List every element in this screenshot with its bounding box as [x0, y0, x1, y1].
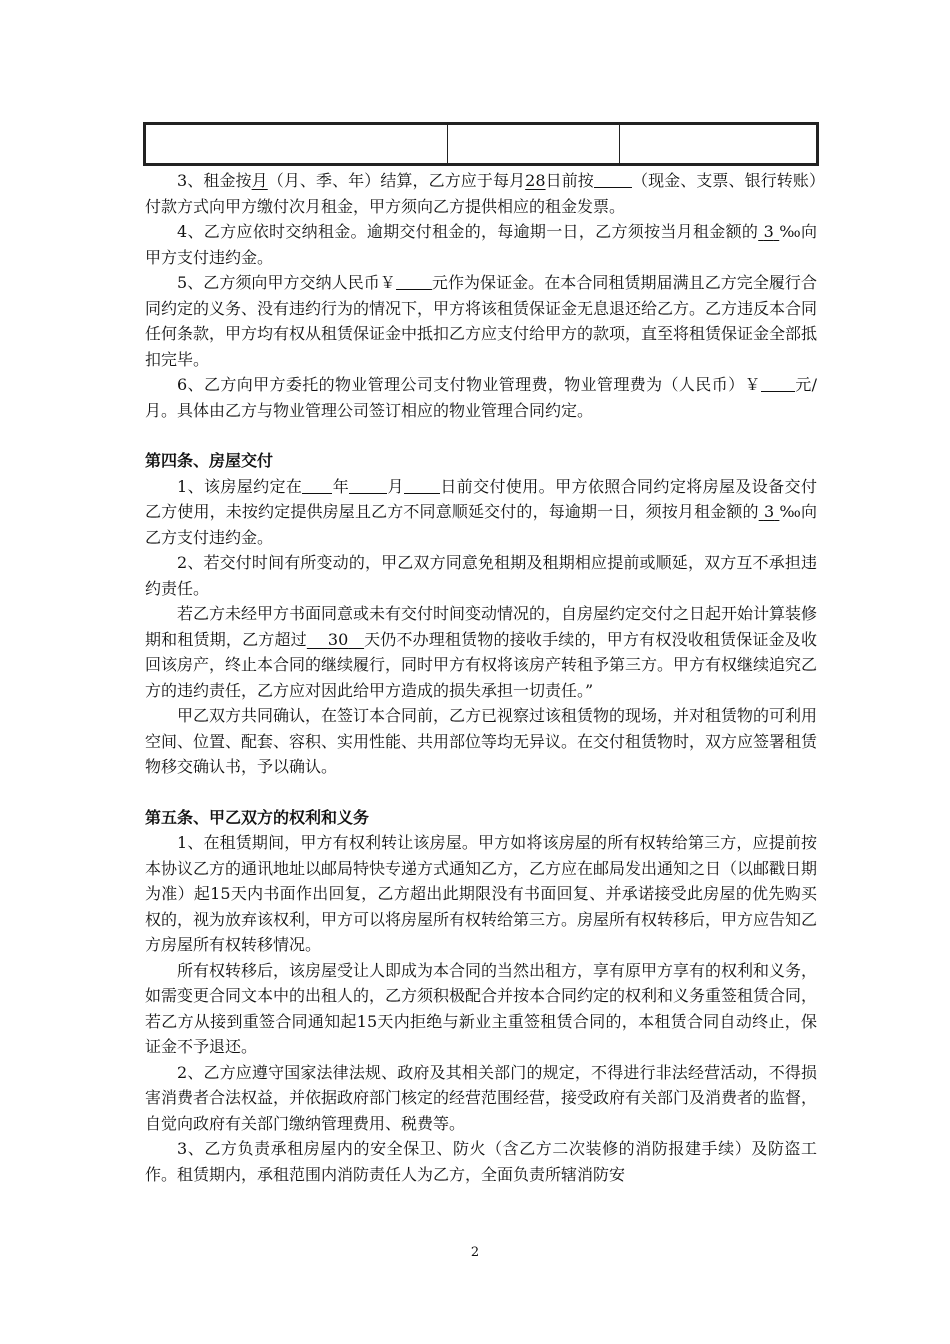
blank-line: [349, 475, 387, 494]
blank-line: [396, 271, 432, 290]
table-cell: [146, 125, 448, 163]
section-5-para-1: 1、在租赁期间，甲方有权利转让该房屋。甲方如将该房屋的所有权转给第三方，应提前按本协议乙方的通讯地址以邮局特快专递方式通知乙方，乙方应在邮局发出通知之日（以邮戳日期为准）起15天内书面作出回复，乙方超出此期限没有书面回复、并承诺接受此房屋的优先购买权的，视为放弃该权利，甲方可以将房屋所有权转给第三方。房屋所有权转移后，甲方应告知乙方房屋所有权转移情况。: [145, 833, 818, 954]
blank-line: [302, 475, 332, 494]
section-4-para-2: 2、若交付时间有所变动的，甲乙双方同意免租期及租期相应提前或顺延，双方互不承担违约责任。: [145, 553, 817, 598]
blank-line: [594, 169, 632, 188]
table-cell: [620, 125, 816, 163]
section-5-para-2: 所有权转移后，该房屋受让人即成为本合同的当然出租方，享有原甲方享有的权利和义务，如需变更合同文本中的出租人的，乙方须积极配合并按本合同约定的权利和义务重签租赁合同，若乙方从接到重签合同通知起15天内拒绝与新业主重签租赁合同的，本租赁合同自动终止，保证金不予退还。: [145, 960, 818, 1056]
section-4-para-1: 1、该房屋约定在 年 月 日前交付使用。甲方依照合同约定将房屋及设备交付乙方使用，未按约定提供房屋且乙方不同意顺延交付的，每逾期一日，须按月租金额的 3 ‰向乙方支付违约金。: [145, 476, 817, 547]
blank-line: [404, 475, 440, 494]
section-4-para-3: 若乙方未经甲方书面同意或未有交付时间变动情况的，自房屋约定交付之日起开始计算装修期和租赁期，乙方超过 30 天仍不办理租赁物的接收手续的，甲方有权没收租赁保证金及收回该房产，终止本合同的继续履行，同时甲方有权将该房产转租予第三方。甲方有权继续追究乙方的违约责任，乙方应对因此给甲方造成的损失承担一切责任。”: [145, 604, 818, 700]
document-body: [145, 168, 817, 1187]
blank-line: [761, 373, 795, 392]
section-4-para-4: 甲乙双方共同确认，在签订本合同前，乙方已视察过该租赁物的现场，并对租赁物的可利用空间、位置、配套、容积、实用性能、共用部位等均无异议。在交付租赁物时，双方应签署租赁物移交确认书，予以确认。: [145, 706, 818, 776]
section-5-title: 第五条、甲乙双方的权利和义务: [145, 807, 370, 827]
page-number: 2: [470, 1245, 480, 1260]
section-4-title: 第四条、房屋交付: [145, 451, 274, 470]
clause-3-3: 3、租金按月（月、季、年）结算，乙方应于每月28日前按 （现金、支票、银行转账）付款方式向甲方缴付次月租金，甲方须向乙方提供相应的租金发票。: [145, 171, 817, 216]
table-fragment: [143, 122, 819, 166]
clause-3-4: 4、乙方应依时交纳租金。逾期交付租金的，每逾期一日，乙方须按当月租金额的 3 ‰向甲方支付违约金。: [145, 222, 817, 267]
clause-3-5: 5、乙方须向甲方交纳人民币￥ 元作为保证金。在本合同租赁期届满且乙方完全履行合同约定的义务、没有违约行为的情况下，甲方将该租赁保证金无息退还给乙方。乙方违反本合同任何条款，甲方均有权从租赁保证金中抵扣乙方应支付给甲方的款项，直至将租赁保证金全部抵扣完毕。: [145, 273, 818, 369]
section-5-para-3: 2、乙方应遵守国家法律法规、政府及其相关部门的规定，不得进行非法经营活动，不得损害消费者合法权益，并依据政府部门核定的经营范围经营，接受政府有关部门及消费者的监督，自觉向政府有关部门缴纳管理费用、税费等。: [145, 1062, 818, 1133]
clause-3-6: 6、乙方向甲方委托的物业管理公司支付物业管理费，物业管理费为（人民币）￥ 元/月。具体由乙方与物业管理公司签订相应的物业管理合同约定。: [145, 375, 817, 420]
table-cell: [448, 125, 620, 163]
section-5-para-4: 3、乙方负责承租房屋内的安全保卫、防火（含乙方二次装修的消防报建手续）及防盗工作。租赁期内，承租范围内消防责任人为乙方，全面负责所辖消防安: [145, 1139, 817, 1184]
